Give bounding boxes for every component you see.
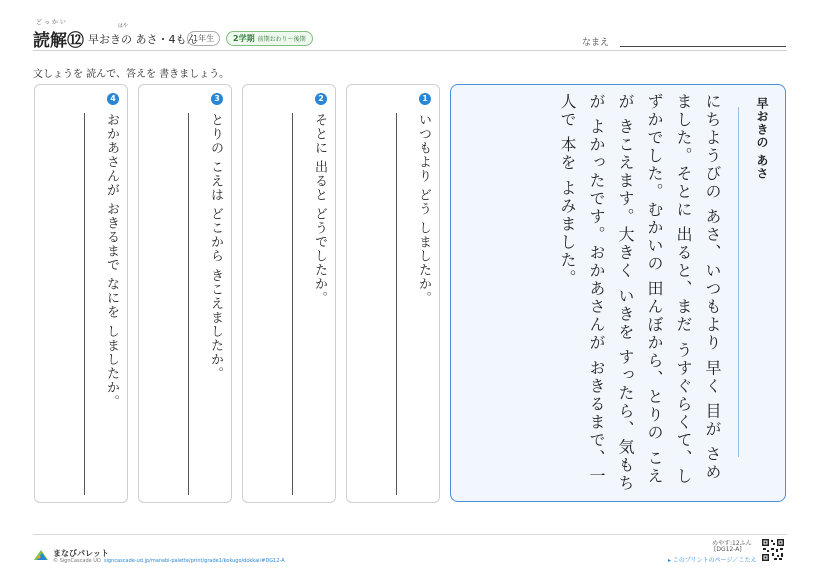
question-text: いつもより どう しましたか。	[416, 113, 431, 306]
title-ruby: どっかい	[36, 19, 68, 26]
question-number-badge: 1	[419, 93, 431, 105]
term-label: 2学期	[233, 34, 255, 43]
answer-line[interactable]	[292, 113, 293, 495]
question-number-badge: 3	[211, 93, 223, 105]
term-badge	[226, 31, 313, 46]
term-detail: 前期おわり〜後期	[257, 36, 306, 43]
print-code: [DG12-A]	[714, 546, 742, 553]
question-card-3	[138, 84, 232, 503]
footer-info	[53, 558, 285, 564]
instruction-text: 文しょうを 読んで、答えを 書きましょう。	[33, 69, 230, 80]
page-title: 読解⑫	[33, 31, 84, 51]
question-card-2	[242, 84, 336, 503]
footer-url-link[interactable]: signcascade-ud.jp/manabi-palette/print/grade1/kokugo/dokkai/#DG12-A	[104, 558, 285, 564]
qr-code-icon[interactable]	[761, 538, 785, 562]
subtitle-ruby: はや	[118, 23, 129, 29]
question-text: とりの こえは どこから きこえましたか。	[208, 113, 223, 381]
question-text: おかあさんが おきるまで なにを しましたか。	[104, 113, 119, 409]
story-title: 早おきの あさ	[755, 97, 769, 181]
answer-page-link[interactable]: ▸ このプリントのページ／こたえ	[668, 557, 757, 564]
question-text: そとに 出ると どうでしたか。	[312, 113, 327, 306]
answer-line[interactable]	[84, 113, 85, 495]
copyright-text: © SignCascade UD	[53, 558, 101, 564]
answer-line[interactable]	[188, 113, 189, 495]
question-number-badge: 4	[107, 93, 119, 105]
brand-name: まなびパレット	[53, 549, 109, 558]
name-field-line[interactable]	[620, 46, 786, 47]
name-label: なまえ	[582, 38, 610, 48]
question-card-4	[34, 84, 128, 503]
page-subtitle: 早おきの あさ・4もん	[88, 33, 198, 46]
time-estimate: めやす:12ふん	[712, 540, 752, 547]
palette-logo-icon	[33, 548, 49, 562]
answer-line[interactable]	[396, 113, 397, 495]
story-body: にちようびの あさ、いつもより 早く 目が さめました。そとに 出ると、まだ うすぐらくて、しずかでした。むかいの 田んぼから、とりの こえが きこえます。大きく いきを すったら、気もちが よかったです。おかあさんが おきるまで、一人で 本を よみました。	[558, 93, 722, 493]
grade-badge: 1年生	[187, 31, 220, 46]
footer-divider	[33, 534, 787, 535]
question-number-badge: 2	[315, 93, 327, 105]
question-card-1	[346, 84, 440, 503]
story-panel	[450, 84, 786, 502]
story-title-divider	[738, 107, 739, 457]
header-divider	[33, 50, 787, 51]
